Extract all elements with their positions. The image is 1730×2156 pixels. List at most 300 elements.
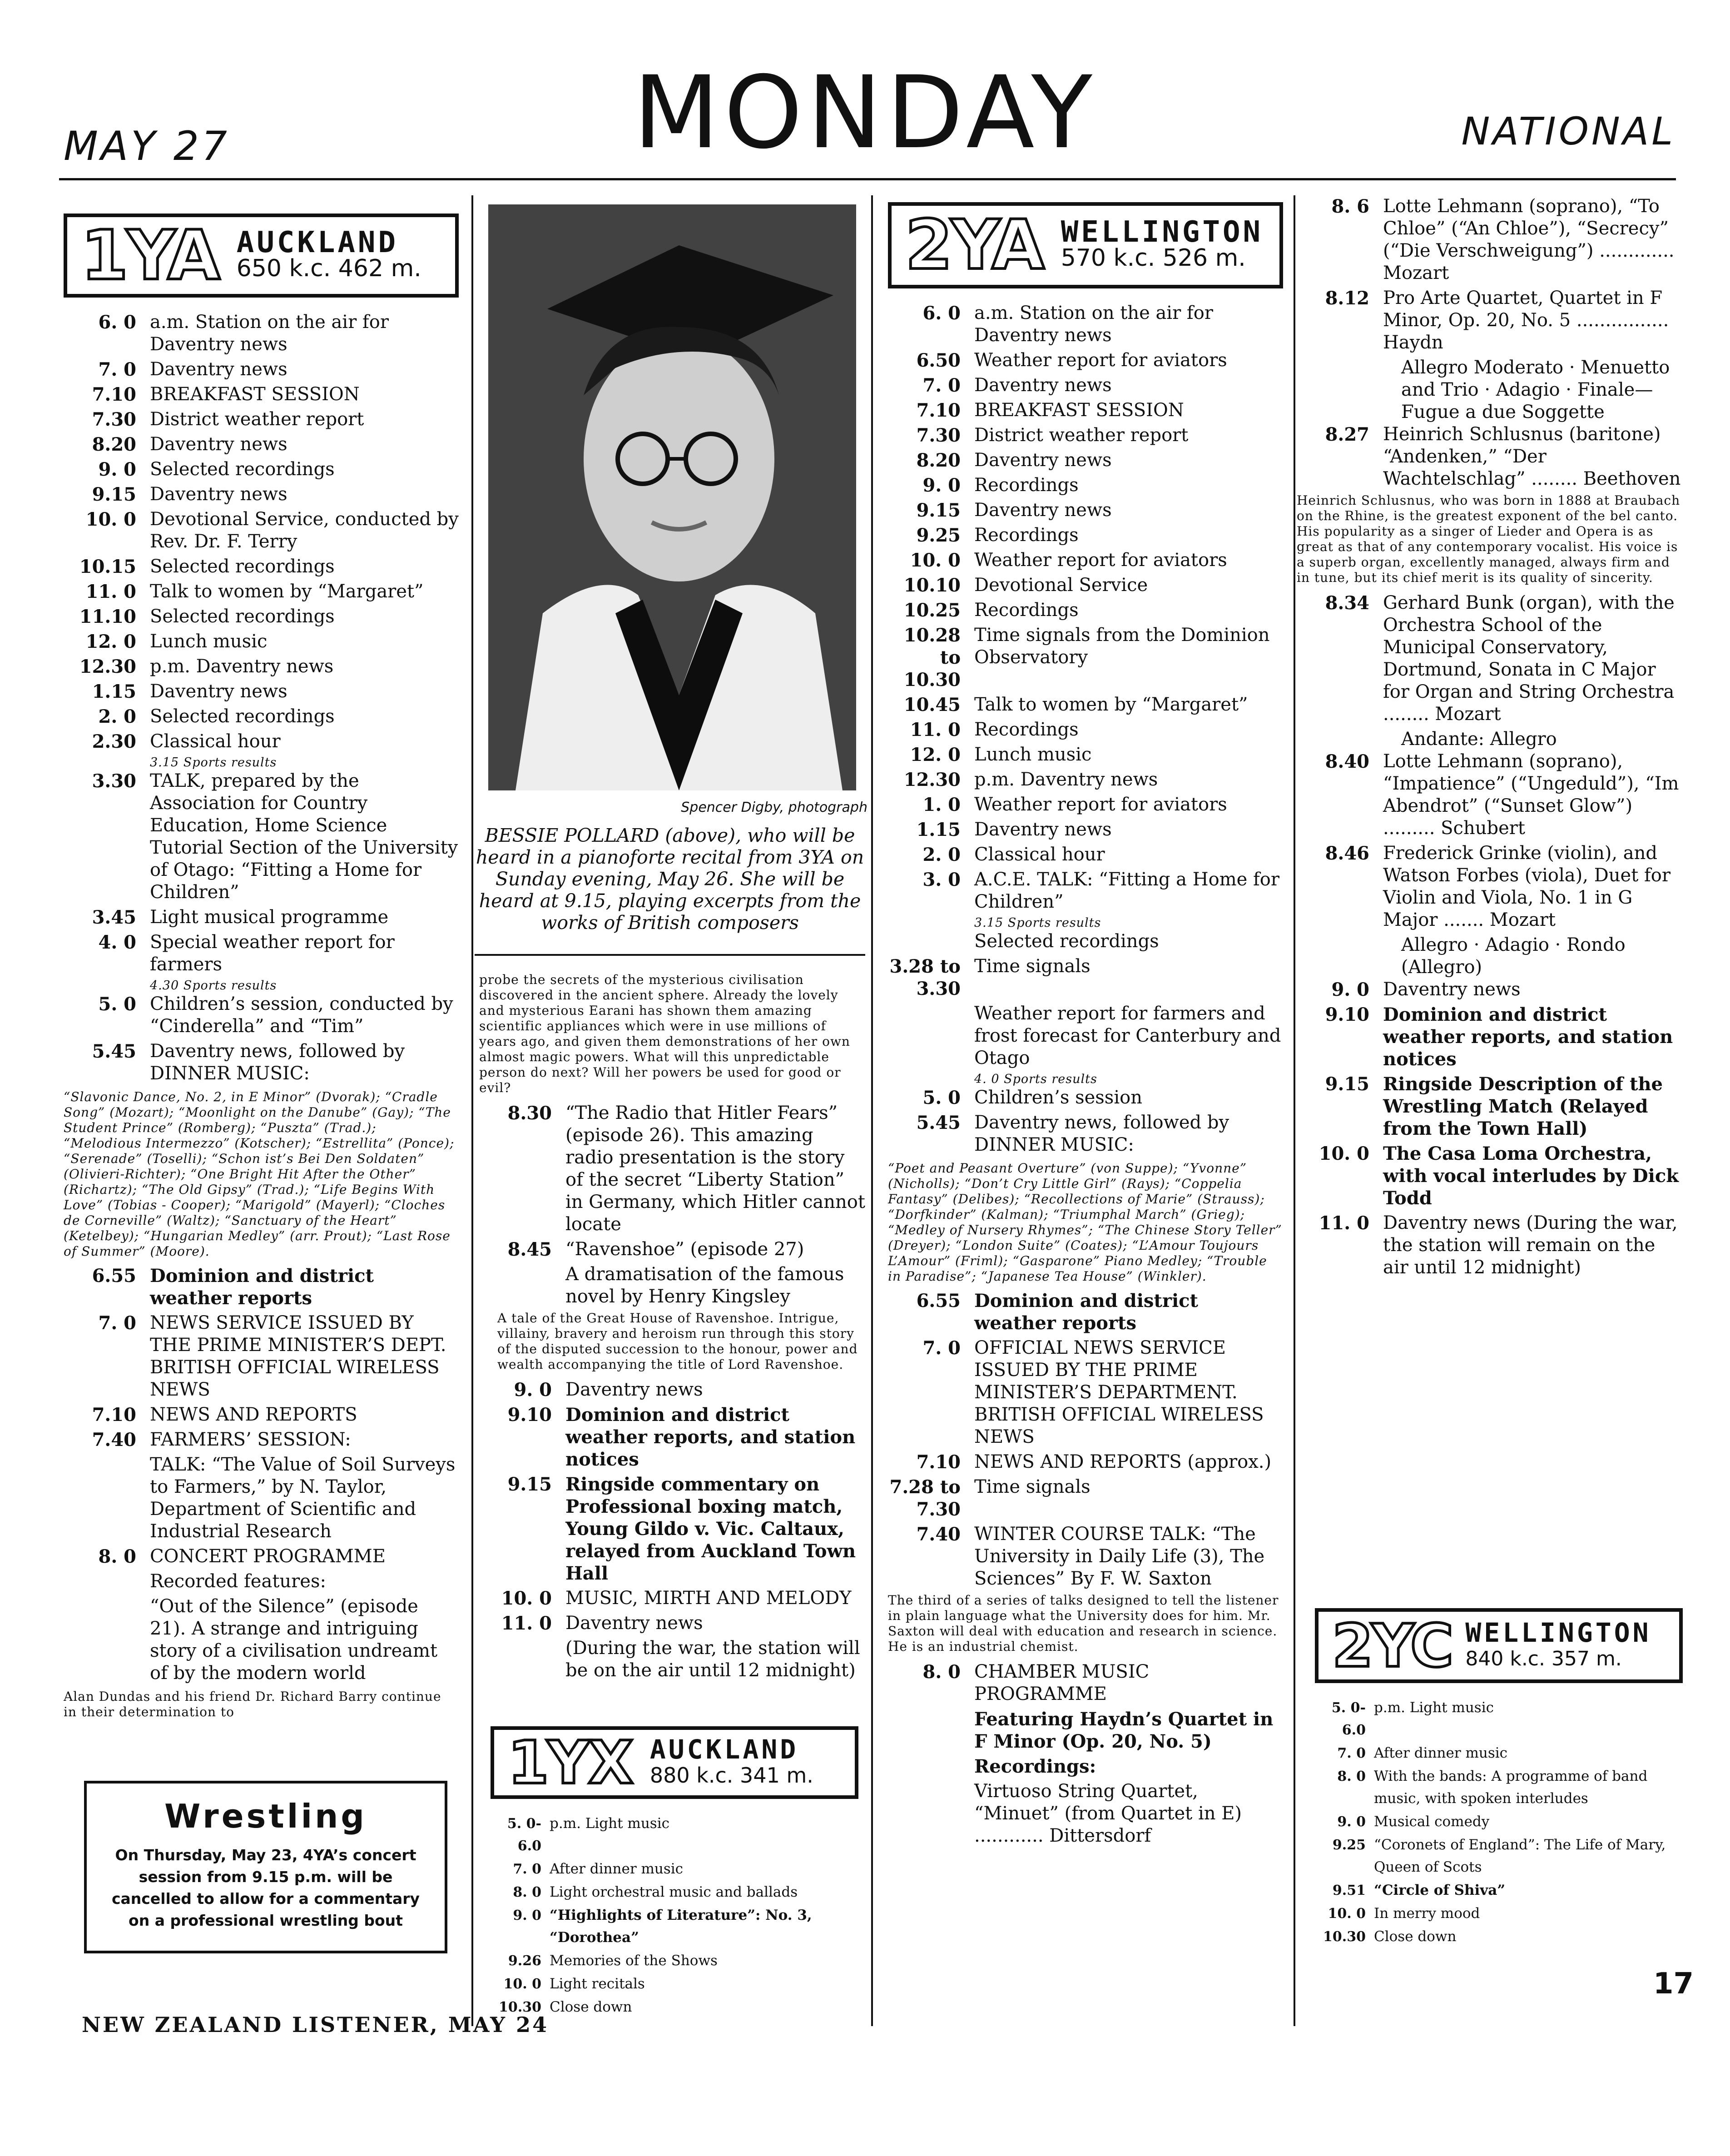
programme-item (64, 705, 459, 728)
callsign: 2YC (1332, 1611, 1452, 1680)
programme-item (888, 524, 1283, 546)
programme-title: p.m. Daventry news (974, 769, 1158, 790)
programme-item (479, 1263, 865, 1308)
programme-title: “The Radio that Hitler Fears” (episode 26). This amazing radio presentation is the story of the secret “Liberty Station” in Germany, which Hitler cannot locate (565, 1103, 865, 1235)
programme-title: Talk to women by “Margaret” (974, 694, 1248, 715)
programme-time: 5. 0-6.0 (1331, 1700, 1366, 1738)
programme-title: Virtuoso String Quartet, “Minuet” (from Quartet in E) ............ Dittersdorf (974, 1781, 1242, 1846)
programme-title: After dinner music (550, 1861, 684, 1877)
programme-title: TALK: “The Value of Soil Surveys to Farmers,” by N. Taylor, Department of Scientific and Industrial Research (150, 1454, 456, 1542)
programme-item (1297, 287, 1683, 354)
programme-title: Recorded features: (150, 1571, 326, 1592)
programme-movements: Allegro · Adagio · Rondo (Allegro) (1401, 934, 1626, 978)
programme-title: Light orchestral music and ballads (550, 1884, 798, 1900)
programme-time (64, 1454, 150, 1543)
programme-item (64, 770, 459, 904)
programme-item (888, 1523, 1283, 1590)
programme-item (64, 483, 459, 506)
programme-time: 11.10 (79, 606, 136, 627)
programme-time: 2.30 (92, 731, 136, 752)
programme-title: Selected recordings (150, 706, 335, 727)
station-city: AUCKLAND (649, 1734, 799, 1765)
programme-item (888, 499, 1283, 522)
programme-title: CONCERT PROGRAMME (150, 1546, 386, 1567)
programme-note: 4.30 Sports results (150, 979, 277, 993)
programme-item (888, 1290, 1283, 1334)
programme-time: 9.10 (1325, 1004, 1369, 1025)
programme-title: Frederick Grinke (violin), and Watson Forbes (viola), Duet for Violin and Viola, No. 1 in G Major ....... Mozart (1383, 843, 1671, 930)
programme-item (491, 1973, 858, 1995)
programme-title: BREAKFAST SESSION (150, 384, 360, 405)
story-continuation: Alan Dundas and his friend Dr. Richard Barry continue in their determination to (64, 1689, 441, 1719)
programme-item (491, 1950, 858, 1972)
programme-title: (During the war, the station will be on the air until 12 midnight) (565, 1638, 860, 1681)
programme-title: p.m. Light music (1374, 1699, 1494, 1716)
programme-list (64, 1265, 459, 1684)
programme-time: 8. 6 (1331, 196, 1369, 217)
programme-time: 3.30 (92, 770, 136, 792)
programme-item (1297, 592, 1683, 725)
programme-note: 4. 0 Sports results (974, 1072, 1097, 1086)
programme-time (888, 1780, 974, 1847)
programme-time: 5. 0-6.0 (507, 1816, 541, 1854)
programme-title: “Out of the Silence” (episode 21). A strange and intriguing story of a civilisation undreamt of by the modern world (150, 1596, 438, 1684)
programme-list (491, 1813, 858, 2018)
programme-time: 9.26 (508, 1953, 541, 1969)
programme-item (1297, 842, 1683, 931)
station-city: WELLINGTON (1061, 215, 1264, 249)
programme-item (64, 433, 459, 456)
programme-time: 8.45 (507, 1239, 552, 1260)
station-city: AUCKLAND (236, 225, 398, 259)
programme-title: Devotional Service, conducted by Rev. Dr. F. Terry (150, 509, 459, 552)
programme-item (888, 719, 1283, 741)
station-frequency: 840 k.c. 357 m. (1465, 1647, 1622, 1670)
dinner-music-list: “Slavonic Dance, No. 2, in E Minor” (Dvorak); “Cradle Song” (Mozart); “Moonlight on the Danube” (Gay); “The Student Prince” (Romberg); “Puszta” (Trad.); “Melodious Intermezzo” (Kotscher); “Estrellita” (Ponce); “Serenade” (Toselli); “Schon ist’s Bei Den Soldaten” (Olivieri-Richter); “One Bright Hit After the Other” (Richartz); “The Old Gipsy” (Trad.); “Life Begins With Love” (Tobias - Cooper); “Marigold” (Mayerl); “Cloches de Corneville” (Waltz); “Sanctuary of the Heart” (Ketelbey); “Hungarian Medley” (arr. Prout); “Last Rose of Summer” (Moore). (64, 1089, 455, 1259)
portrait-image (488, 204, 856, 790)
programme-time: 6. 0 (922, 303, 961, 324)
programme-item (64, 730, 459, 753)
programme-note: Heinrich Schlusnus, who was born in 1888 at Braubach on the Rhine, is the greatest exponent of the bel canto. His popularity as a singer of Lieder and Opera is as great as that of any contemporary vocalist. His voice is a superb organ, excellently managed, always firm and in tune, but its chief merit is its quality of sincerity. (1297, 493, 1680, 585)
programme-title: Recordings: (974, 1756, 1096, 1777)
programme-title: a.m. Station on the air for Daventry news (150, 312, 389, 355)
publication-footer: NEW ZEALAND LISTENER, MAY 24 (82, 2012, 549, 2037)
programme-item (888, 1451, 1283, 1473)
programme-time: 5. 0 (98, 994, 136, 1015)
programme-item (1297, 750, 1683, 840)
programme-item (64, 358, 459, 381)
programme-time: 9. 0 (922, 475, 961, 496)
programme-title: Classical hour (150, 731, 281, 752)
programme-title: NEWS AND REPORTS (approx.) (974, 1451, 1272, 1472)
programme-item (479, 1473, 865, 1585)
programme-list (888, 1661, 1283, 1847)
programme-item (64, 656, 459, 678)
programme-item (64, 906, 459, 929)
programme-item (888, 302, 1283, 347)
programme-item (64, 681, 459, 703)
programme-title: Daventry news, followed by DINNER MUSIC: (974, 1112, 1229, 1155)
programme-time: 10. 0 (503, 1976, 541, 1992)
programme-item (1315, 1834, 1683, 1878)
programme-item (64, 1404, 459, 1426)
programme-item (479, 1404, 865, 1470)
station-frequency: 570 k.c. 526 m. (1061, 244, 1246, 272)
programme-title: Daventry news (565, 1379, 703, 1400)
programme-time: 11. 0 (910, 719, 961, 740)
programme-time: 6. 0 (98, 312, 136, 333)
programme-time: 7.10 (92, 1404, 136, 1426)
programme-title: “Ravenshoe” (episode 27) (565, 1239, 804, 1260)
programme-time: 9. 0 (1331, 979, 1369, 1000)
programme-time: 7.10 (92, 384, 136, 405)
programme-title: Time signals from the Dominion Observatory (974, 625, 1270, 668)
programme-title: Ringside commentary on Professional boxing match, Young Gildo v. Vic. Caltaux, relayed from Auckland Town Hall (565, 1474, 856, 1584)
programme-list (1297, 592, 1683, 1279)
programme-item (479, 1587, 865, 1610)
programme-item (888, 1476, 1283, 1520)
programme-time: 7.30 (916, 425, 961, 446)
programme-item (888, 819, 1283, 841)
programme-item (888, 930, 1283, 953)
programme-time: 10.25 (903, 600, 961, 621)
programme-time: 9.51 (1332, 1883, 1366, 1898)
programme-item (64, 1312, 459, 1401)
programme-item (888, 1755, 1283, 1778)
programme-title: Classical hour (974, 844, 1105, 865)
programme-title: Close down (1374, 1928, 1457, 1945)
programme-time: 7. 0 (98, 359, 136, 380)
programme-item (1297, 423, 1683, 490)
dinner-music-list: “Poet and Peasant Overture” (von Suppe); “Yvonne” (Nicholls); “Don’t Cry Little Girl” (Rays); “Coppelia Fantasy” (Delibes); “Recollections of Marie” (Strauss); “Dorfkinder” (Kalman); “Triumphal March” (Grieg); “Medley of Nursery Rhymes”; “The Chinese Story Teller” (Dreyer); “London Suite” (Coates); “L’Amour Toujours L’Amour” (Friml); “Gasparone” Piano Medley; “Trouble in Paradise”; “Japanese Tea House” (Winkler). (888, 1161, 1282, 1284)
programme-item (888, 1112, 1283, 1156)
programme-title: Lotte Lehmann (soprano), “Impatience” (“Ungeduld”), “Im Abendrot” (“Sunset Glow”) ......... Schubert (1383, 751, 1679, 839)
programme-time: 10. 0 (85, 509, 136, 530)
programme-title: Talk to women by “Margaret” (150, 581, 424, 602)
network-label: NATIONAL (1461, 109, 1675, 154)
programme-title: Daventry news (150, 484, 288, 505)
station-banner-2yc (1315, 1608, 1683, 1683)
programme-title: Dominion and district weather reports (150, 1265, 374, 1309)
programme-item (479, 1637, 865, 1682)
programme-title: A.C.E. TALK: “Fitting a Home for Children” (974, 869, 1280, 912)
programme-item (888, 1087, 1283, 1109)
programme-title: OFFICIAL NEWS SERVICE ISSUED BY THE PRIME MINISTER’S DEPARTMENT. BRITISH OFFICIAL WIRELESS NEWS (974, 1337, 1264, 1447)
programme-item (888, 955, 1283, 1000)
programme-item (64, 1595, 459, 1684)
programme-title: Selected recordings (974, 931, 1159, 952)
programme-time (888, 930, 974, 953)
programme-time: 2. 0 (98, 706, 136, 727)
programme-note: The third of a series of talks designed to tell the listener in plain language what the University does for him. Mr. Saxton will deal with education and research in science. He is an industrial chemist. (888, 1593, 1279, 1654)
station-banner-2ya (888, 202, 1283, 288)
programme-title: In merry mood (1374, 1905, 1480, 1922)
programme-time: 6.50 (916, 350, 961, 371)
programme-time: 10.30 (499, 1999, 541, 2015)
programme-title: FARMERS’ SESSION: (150, 1429, 351, 1450)
wrestling-notice (84, 1781, 447, 1953)
station-banner-1yx (491, 1726, 858, 1799)
programme-title: Daventry news (150, 359, 288, 380)
programme-time: 7.30 (92, 409, 136, 430)
station-frequency: 880 k.c. 341 m. (649, 1763, 813, 1788)
programme-time (888, 1755, 974, 1778)
portrait-photo (488, 204, 856, 790)
programme-item (888, 1337, 1283, 1448)
programme-title: Selected recordings (150, 606, 335, 627)
programme-time: 9.10 (507, 1404, 552, 1426)
programme-note: 3.15 Sports results (974, 916, 1101, 930)
programme-title: Recordings (974, 525, 1079, 546)
programme-item (888, 399, 1283, 422)
programme-item (64, 1545, 459, 1568)
programme-time: 7. 0 (98, 1312, 136, 1334)
programme-time: 8.40 (1325, 751, 1369, 772)
programme-title: District weather report (150, 409, 364, 430)
programme-time: 8.20 (92, 434, 136, 455)
programme-item (64, 1265, 459, 1309)
programme-time: 12.30 (79, 656, 136, 677)
programme-item (888, 844, 1283, 866)
column-1yx (491, 1726, 858, 2019)
programme-title: Weather report for farmers and frost forecast for Canterbury and Otago (974, 1003, 1281, 1068)
programme-time: 11. 0 (85, 581, 136, 602)
programme-title: Daventry news (974, 450, 1112, 471)
programme-title: p.m. Light music (550, 1815, 669, 1832)
programme-item (1315, 1903, 1683, 1925)
programme-time: 8.27 (1325, 424, 1369, 445)
programme-title: Light musical programme (150, 907, 389, 928)
programme-time (479, 1637, 565, 1682)
programme-title: Devotional Service (974, 575, 1148, 596)
programme-list (64, 311, 459, 1085)
programme-item (64, 631, 459, 653)
programme-time: 9.25 (916, 525, 961, 546)
programme-time (64, 1595, 150, 1684)
programme-list (888, 302, 1283, 1156)
programme-item (888, 424, 1283, 447)
photo-caption: BESSIE POLLARD (above), who will be heard in a pianoforte recital from 3YA on Sunday evening, May 26. She will be heard at 9.15, playing excerpts from the works of British composers (476, 825, 864, 934)
programme-movements: Andante: Allegro (1401, 729, 1557, 750)
programme-time: 6.55 (92, 1265, 136, 1287)
programme-title: “Coronets of England”: The Life of Mary, Queen of Scots (1374, 1837, 1666, 1875)
programme-item (64, 931, 459, 976)
programme-item (64, 581, 459, 603)
programme-time: 7.40 (916, 1524, 961, 1545)
programme-title: Featuring Haydn’s Quartet in F Minor (Op. 20, No. 5) (974, 1709, 1274, 1752)
programme-item (888, 599, 1283, 621)
column-1ya (64, 214, 459, 1720)
programme-item (1297, 979, 1683, 1001)
programme-item (491, 1881, 858, 1903)
programme-item (479, 1612, 865, 1634)
programme-item (888, 794, 1283, 816)
programme-time: 1.15 (916, 819, 961, 840)
programme-item (64, 606, 459, 628)
programme-item (888, 744, 1283, 766)
column-2ya (888, 202, 1283, 1850)
programme-item (888, 1003, 1283, 1069)
programme-time: 9. 0 (514, 1379, 552, 1401)
column-divider (471, 195, 473, 2026)
station-city: WELLINGTON (1465, 1617, 1651, 1648)
column-middle (479, 972, 865, 1684)
programme-note: 3.15 Sports results (150, 755, 277, 770)
programme-item (888, 374, 1283, 397)
programme-item (888, 449, 1283, 472)
programme-list (1297, 195, 1683, 490)
programme-item (1297, 1143, 1683, 1209)
programme-time: 9.25 (1332, 1837, 1366, 1853)
programme-title: Children’s session (974, 1087, 1142, 1108)
programme-time: 5.45 (92, 1041, 136, 1062)
programme-item (479, 1102, 865, 1236)
header-rule (59, 178, 1676, 180)
programme-time: 9.15 (916, 500, 961, 521)
programme-title: With the bands: A programme of band music, with spoken interludes (1374, 1768, 1648, 1807)
programme-title: Selected recordings (150, 459, 335, 480)
column-right (1297, 195, 1683, 1282)
programme-title: Daventry news (974, 500, 1112, 521)
programme-time: 3.45 (92, 907, 136, 928)
programme-title: “Circle of Shiva” (1374, 1882, 1506, 1898)
programme-time: 9.15 (1325, 1073, 1369, 1095)
programme-title: Heinrich Schlusnus (baritone) “Andenken,” “Der Wachtelschlag” ........ Beethoven (1383, 424, 1681, 489)
programme-time: 1.15 (92, 681, 136, 702)
programme-item (1315, 1697, 1683, 1741)
programme-time: 8. 0 (513, 1884, 541, 1900)
programme-title: Weather report for aviators (974, 550, 1227, 571)
programme-title: Ringside Description of the Wrestling Match (Relayed from the Town Hall) (1383, 1073, 1663, 1139)
programme-title: Daventry news (During the war, the station will remain on the air until 12 midnight) (1383, 1212, 1678, 1278)
programme-title: Lunch music (974, 744, 1092, 765)
programme-time: 6.55 (916, 1290, 961, 1311)
programme-item (1297, 1003, 1683, 1070)
programme-time: 10.15 (79, 556, 136, 577)
page-title: MONDAY (633, 55, 1097, 171)
programme-title: CHAMBER MUSIC PROGRAMME (974, 1661, 1150, 1704)
programme-time: 8.46 (1325, 843, 1369, 864)
programme-movements: Allegro Moderato · Menuetto and Trio · Adagio · Finale—Fugue a due Soggette (1401, 357, 1670, 422)
programme-time: 3. 0 (922, 869, 961, 890)
programme-time: 3.28 to 3.30 (889, 956, 961, 999)
programme-title: Dominion and district weather reports, and station notices (565, 1404, 856, 1470)
programme-item (491, 1858, 858, 1880)
programme-item (1315, 1879, 1683, 1902)
programme-item (64, 383, 459, 406)
programme-item (888, 349, 1283, 372)
programme-title: Lunch music (150, 631, 268, 652)
programme-title: Selected recordings (150, 556, 335, 577)
programme-time: 8.30 (507, 1103, 552, 1124)
callsign: 1YX (508, 1728, 632, 1797)
programme-title: Daventry news (565, 1613, 703, 1634)
programme-time: 5. 0 (922, 1087, 961, 1108)
programme-title: Close down (550, 1999, 632, 2015)
issue-date: MAY 27 (64, 123, 230, 169)
programme-item (1315, 1926, 1683, 1948)
programme-time: 12. 0 (910, 744, 961, 765)
programme-time: 10.28 to 10.30 (903, 625, 961, 691)
programme-item (64, 1454, 459, 1543)
programme-title: After dinner music (1374, 1745, 1508, 1761)
programme-time: 10.30 (1323, 1929, 1366, 1945)
programme-title: Daventry news (974, 819, 1112, 840)
programme-item (64, 556, 459, 578)
programme-time: 9. 0 (513, 1908, 541, 1923)
programme-item (1297, 195, 1683, 284)
programme-title: Recordings (974, 600, 1079, 621)
programme-item (491, 1813, 858, 1857)
programme-title: a.m. Station on the air for Daventry news (974, 303, 1213, 346)
programme-title: Weather report for aviators (974, 350, 1227, 371)
programme-item (888, 1661, 1283, 1705)
section-rule (475, 954, 865, 956)
programme-title: Children’s session, conducted by “Cinderella” and “Tim” (150, 994, 453, 1037)
programme-title: WINTER COURSE TALK: “The University in Daily Life (3), The Sciences” By F. W. Saxton (974, 1524, 1265, 1589)
programme-time: 7. 0 (1337, 1745, 1366, 1761)
programme-item (479, 1379, 865, 1401)
programme-item (888, 624, 1283, 691)
programme-title: Pro Arte Quartet, Quartet in F Minor, Op. 20, No. 5 ................ Haydn (1383, 288, 1669, 353)
column-divider (1294, 195, 1295, 2026)
programme-time: 10. 0 (501, 1588, 552, 1609)
programme-title: District weather report (974, 425, 1189, 446)
programme-time: 8.20 (916, 450, 961, 471)
programme-time: 7. 0 (513, 1861, 541, 1877)
programme-title: Musical comedy (1374, 1813, 1490, 1830)
programme-title: Time signals (974, 1476, 1091, 1497)
programme-time: 12. 0 (85, 631, 136, 652)
programme-time: 10. 0 (1319, 1143, 1369, 1164)
programme-title: TALK, prepared by the Association for Country Education, Home Science Tutorial Section of the University of Otago: “Fitting a Home for Children” (150, 770, 458, 903)
programme-time (888, 1003, 974, 1069)
programme-time: 8. 0 (922, 1661, 961, 1683)
callsign: 2YA (905, 206, 1043, 285)
programme-title: Memories of the Shows (550, 1952, 718, 1969)
programme-list (1315, 1697, 1683, 1948)
programme-title: Recordings (974, 719, 1079, 740)
programme-time: 5.45 (916, 1112, 961, 1133)
programme-time: 8.34 (1325, 592, 1369, 614)
programme-time: 1. 0 (922, 794, 961, 815)
programme-item (888, 474, 1283, 497)
notice-text: On Thursday, May 23, 4YA’s concert session from 9.15 p.m. will be cancelled to allow for a commentary on a professional wrestling bout (111, 1846, 420, 1929)
programme-item (888, 694, 1283, 716)
programme-title: The Casa Loma Orchestra, with vocal interludes by Dick Todd (1383, 1143, 1679, 1209)
programme-item (888, 1708, 1283, 1753)
programme-time: 9.15 (507, 1474, 552, 1495)
programme-time: 7. 0 (922, 375, 961, 396)
programme-time: 10. 0 (910, 550, 961, 571)
programme-time: 10.10 (903, 575, 961, 596)
programme-item (64, 508, 459, 553)
programme-title: Special weather report for farmers (150, 932, 395, 975)
programme-time: 8.12 (1325, 288, 1369, 309)
programme-list (479, 1102, 865, 1308)
photo-credit: Spencer Digby, photograph (681, 800, 867, 815)
programme-time: 7.40 (92, 1429, 136, 1451)
programme-title: Daventry news, followed by DINNER MUSIC: (150, 1041, 405, 1084)
programme-time: 11. 0 (501, 1613, 552, 1634)
programme-title: NEWS AND REPORTS (150, 1404, 357, 1425)
programme-time: 11. 0 (1319, 1212, 1369, 1234)
programme-time: 9. 0 (98, 459, 136, 480)
programme-time (479, 1263, 565, 1308)
programme-item (888, 574, 1283, 596)
programme-title: Daventry news (974, 375, 1112, 396)
programme-title: Time signals (974, 956, 1091, 977)
